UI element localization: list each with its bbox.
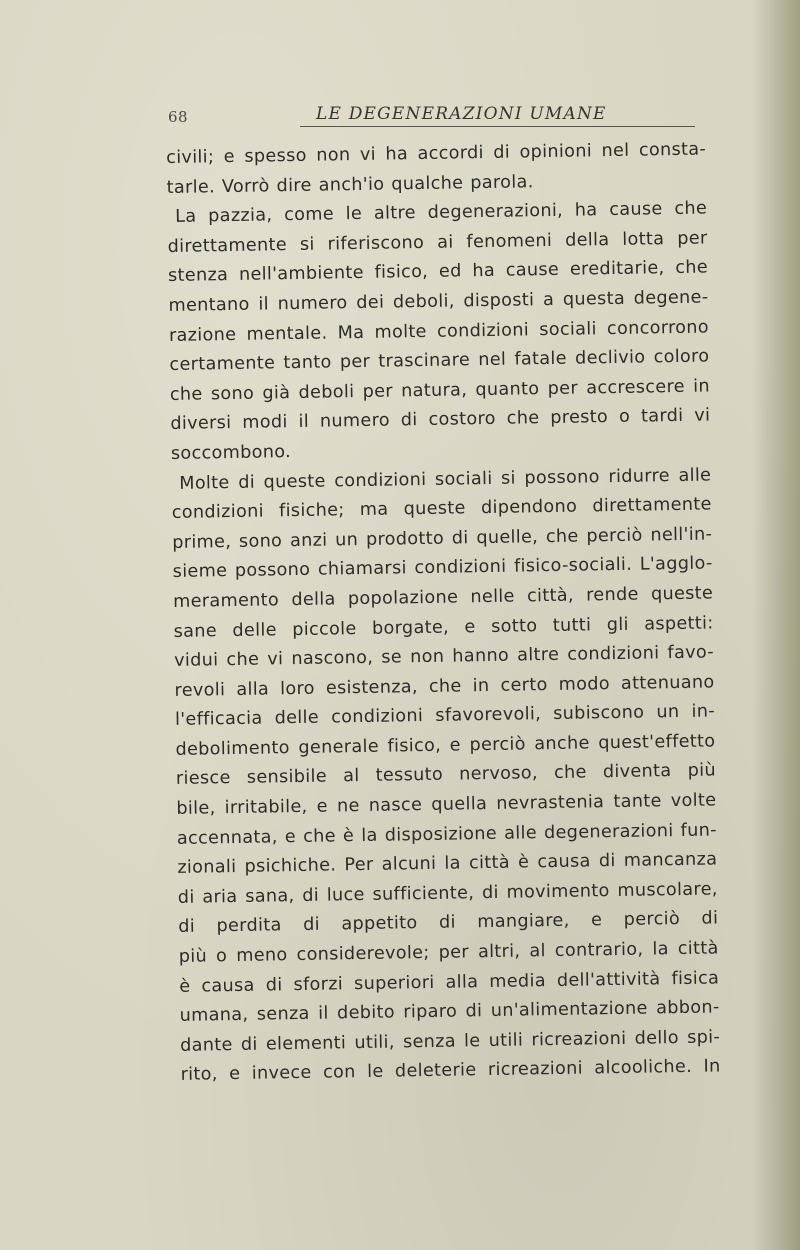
text-line: è causa di sforzi superiori alla media dell'attività fisica	[179, 968, 720, 997]
text-line: zionali psichiche. Per alcuni la città è causa di mancanza	[177, 849, 718, 879]
text-line: tarle. Vorrò dire anch'io qualche parola.	[166, 171, 534, 198]
text-line: stenza nell'ambiente fisico, ed ha cause ereditarie, che	[167, 257, 709, 287]
text-line: debolimento generale fisico, e perciò anche quest'effetto	[175, 731, 716, 760]
text-line: revoli alla loro esistenza, che in certo modo attenuano	[174, 672, 715, 701]
text-line: bile, irritabile, e ne nasce quella nevrastenia tante volte	[176, 790, 717, 819]
text-line: direttamente si riferiscono ai fenomeni della lotta per	[167, 228, 708, 257]
text-line: condizioni fisiche; ma queste dipendono direttamente	[171, 494, 712, 524]
page-edge-shadow	[752, 0, 800, 1250]
text-line: sane delle piccole borgate, e sotto tutti gli aspetti:	[173, 612, 714, 642]
text-line: certamente tanto per trascinare nel fatale declivio coloro	[169, 346, 710, 376]
text-line: mentano il numero dei deboli, disposti a questa degene-	[168, 287, 709, 316]
text-line: di perdita di appetito di mangiare, e perciò di	[178, 908, 719, 938]
text-line: accennata, e che è la disposizione alle degenerazioni fun-	[176, 820, 718, 849]
text-line: soccombono.	[170, 442, 292, 464]
text-line: meramento della popolazione nelle città, rende queste	[173, 583, 714, 612]
text-line: civili; e spesso non vi ha accordi di opinioni nel consta-	[166, 139, 707, 168]
text-line: vidui che vi nascono, se non hanno altre condizioni favo-	[173, 642, 715, 672]
body-text	[166, 136, 721, 1091]
text-line: più o meno considerevole; per altri, al contrario, la città	[178, 938, 719, 967]
page-number: 68	[168, 108, 189, 126]
text-line: di aria sana, di luce sufficiente, di movimento muscolare,	[177, 879, 718, 908]
text-line: che sono già deboli per natura, quanto per accrescere in	[169, 376, 711, 405]
text-line: razione mentale. Ma molte condizioni sociali concorrono	[168, 317, 710, 346]
text-line: Molte di queste condizioni sociali si possono ridurre alle	[179, 465, 712, 494]
text-line: riesce sensibile al tessuto nervoso, che diventa più	[175, 760, 717, 790]
text-line: rito, e invece con le deleterie ricreazioni alcooliche. In	[180, 1056, 721, 1086]
header-rule	[300, 126, 695, 127]
text-line: diversi modi il numero di costoro che presto o tardi vi	[170, 405, 711, 435]
text-line: umana, senza il debito riparo di un'alimentazione abbon-	[179, 997, 720, 1027]
text-line: La pazzia, come le altre degenerazioni, ha cause che	[174, 198, 708, 228]
text-line: l'efficacia delle condizioni sfavorevoli, subiscono un in-	[174, 701, 716, 731]
running-title: LE DEGENERAZIONI UMANE	[316, 104, 607, 124]
text-line: dante di elementi utili, senza le utili ricreazioni dello spi-	[180, 1027, 721, 1056]
text-line: sieme possono chiamarsi condizioni fisico-sociali. L'agglo-	[172, 553, 713, 583]
text-line: prime, sono anzi un prodotto di quelle, che perciò nell'in-	[172, 524, 713, 553]
